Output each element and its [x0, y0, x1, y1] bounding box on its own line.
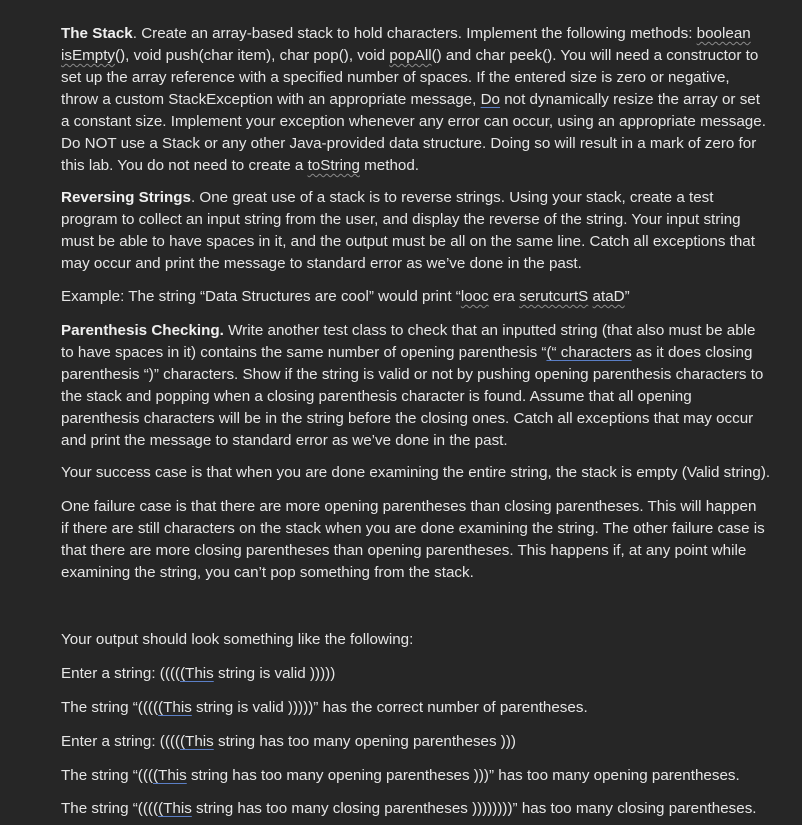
spellcheck-popAll: popAll: [389, 47, 432, 64]
example-paragraph: [61, 286, 766, 308]
output-line-3-post: string has too many opening parentheses ))): [213, 733, 516, 750]
grammar-characters: (“ characters: [546, 344, 632, 361]
output-line-3: [61, 731, 766, 753]
output-line-1: [61, 663, 766, 685]
output-line-5: [61, 798, 766, 820]
stack-paragraph: [61, 23, 766, 177]
reversing-heading: Reversing Strings: [61, 189, 191, 206]
output-line-2-pre: The string “((((: [61, 699, 159, 716]
spellcheck-boolean: boolean: [696, 25, 751, 42]
example-text-4: ”: [624, 288, 630, 305]
output-line-1-pre: Enter a string: ((((: [61, 665, 180, 682]
output-line-4-underlined: (This: [152, 767, 187, 784]
output-line-5-pre: The string “((((: [61, 800, 159, 817]
output-line-3-pre: Enter a string: ((((: [61, 733, 180, 750]
stack-text-6: method.: [359, 157, 420, 174]
paren-text-1: Write another test class to check that an inputted string (that also must be able to have spaces in it) contains the same number of opening parenthesis “: [61, 322, 756, 361]
spellcheck-serutcurtS: serutcurtS: [519, 288, 589, 305]
reversing-paragraph: [61, 187, 766, 275]
stack-text-5: not dynamically resize the array or set a constant size. Implement your exception whenever any error can occur, using an appropriate message. Do NOT use a Stack or any other Java-provided data structure. Doing so will result in a mark of zero for this lab. You do not need to create a: [61, 91, 766, 174]
example-text-2: era: [488, 288, 520, 305]
failure-paragraph: One failure case is that there are more opening parentheses than closing parentheses. This will happen if there are still characters on the stack when you are done examining the string. The other failure case is that there are more closing parentheses than opening parentheses. This happens if, at any point while examining the string, you can’t pop something from the stack.: [61, 498, 765, 581]
output-line-1-underlined: (This: [180, 665, 214, 682]
output-intro: Your output should look something like the following:: [61, 631, 414, 648]
output-line-5-post: string has too many closing parentheses ))))))))” has too many closing parentheses.: [191, 800, 757, 817]
reversing-text: . One great use of a stack is to reverse strings. Using your stack, create a test program to collect an input string from the user, and display the reverse of the string. Your input string must be able to have spaces in it, and the output must be all on the same line. Catch all exceptions that may occur and print the message to standard error as we’ve done in the past.: [61, 189, 755, 272]
stack-text-1: . Create an array-based stack to hold characters. Implement the following methods:: [132, 25, 697, 42]
output-line-5-underlined: (This: [158, 800, 192, 817]
output-line-2-post: string is valid )))))” has the correct number of parentheses.: [191, 699, 588, 716]
stack-heading: The Stack: [61, 25, 133, 42]
output-line-4-pre: The string “(((: [61, 767, 153, 784]
grammar-do: Do: [480, 91, 500, 108]
paren-paragraph: [61, 320, 766, 452]
paren-heading: Parenthesis Checking.: [61, 322, 224, 339]
output-line-3-underlined: (This: [180, 733, 214, 750]
output-line-4-post: string has too many opening parentheses )))” has too many opening parentheses.: [186, 767, 740, 784]
spellcheck-looc: looc: [460, 288, 489, 305]
spellcheck-toString: toString: [307, 157, 360, 174]
output-line-4: [61, 765, 766, 787]
success-paragraph: Your success case is that when you are done examining the entire string, the stack is empty (Valid string).: [61, 464, 771, 481]
stack-text-4: () and char peek(). You will need a constructor to set up the array reference with a specified number of spaces. If the entered size is zero or negative, throw a custom StackException with an appropriate message,: [61, 47, 759, 108]
spellcheck-ataD: ataD: [592, 288, 625, 305]
output-line-2-underlined: (This: [158, 699, 192, 716]
output-line-2: [61, 697, 766, 719]
spellcheck-isEmpty: isEmpty: [61, 47, 116, 64]
output-line-1-post: string is valid ))))): [213, 665, 336, 682]
example-text-1: Example: The string “Data Structures are cool” would print “: [61, 288, 461, 305]
paren-text-2: as it does closing parenthesis “)” characters. Show if the string is valid or not by pushing opening parenthesis characters to the stack and popping when a closing parenthesis character is found. Assume that all opening parenthesis characters will be in the string before the closing ones. Catch all exceptions that may occur and print the message to standard error as we’ve done in the past.: [61, 344, 764, 449]
stack-text-3: (), void push(char item), char pop(), void: [115, 47, 390, 64]
